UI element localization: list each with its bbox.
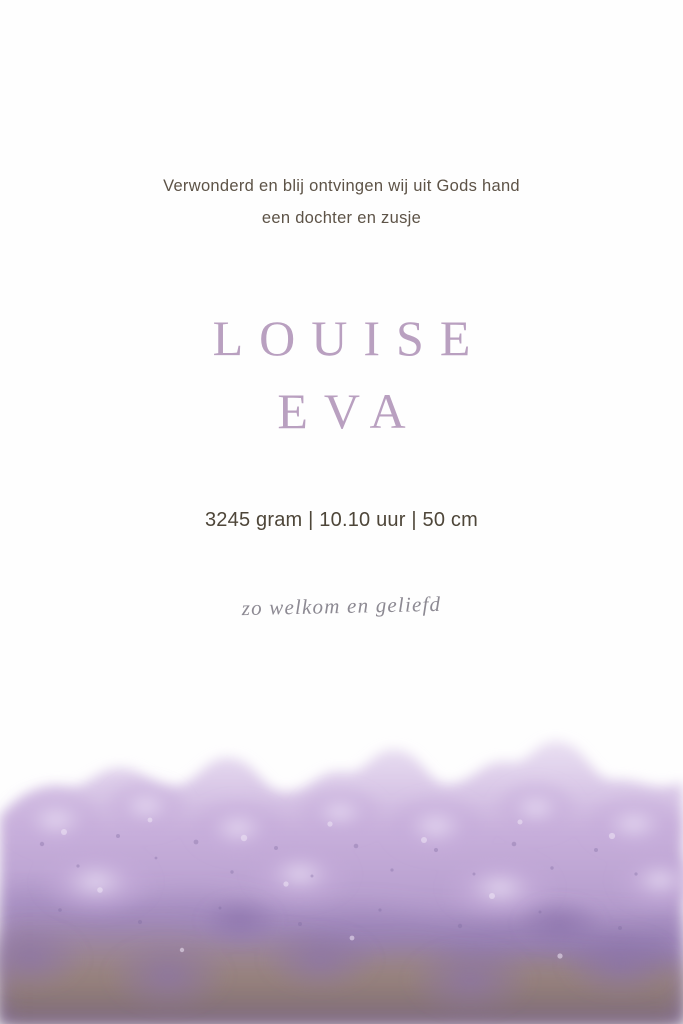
baby-name	[0, 302, 683, 447]
intro-line-2: een dochter en zusje	[261, 209, 422, 228]
baby-first-name: LOUISE	[212, 310, 487, 367]
baby-middle-name: EVA	[277, 382, 422, 439]
lavender-watercolor-field-illustration	[0, 724, 683, 1024]
intro-line-1: Verwonderd en blij ontvingen wij uit Gods hand	[163, 177, 520, 195]
intro-text	[60, 170, 623, 234]
birth-details: 3245 gram | 10.10 uur | 50 cm	[204, 509, 478, 532]
tagline-text: zo welkom en geliefd	[241, 592, 442, 621]
